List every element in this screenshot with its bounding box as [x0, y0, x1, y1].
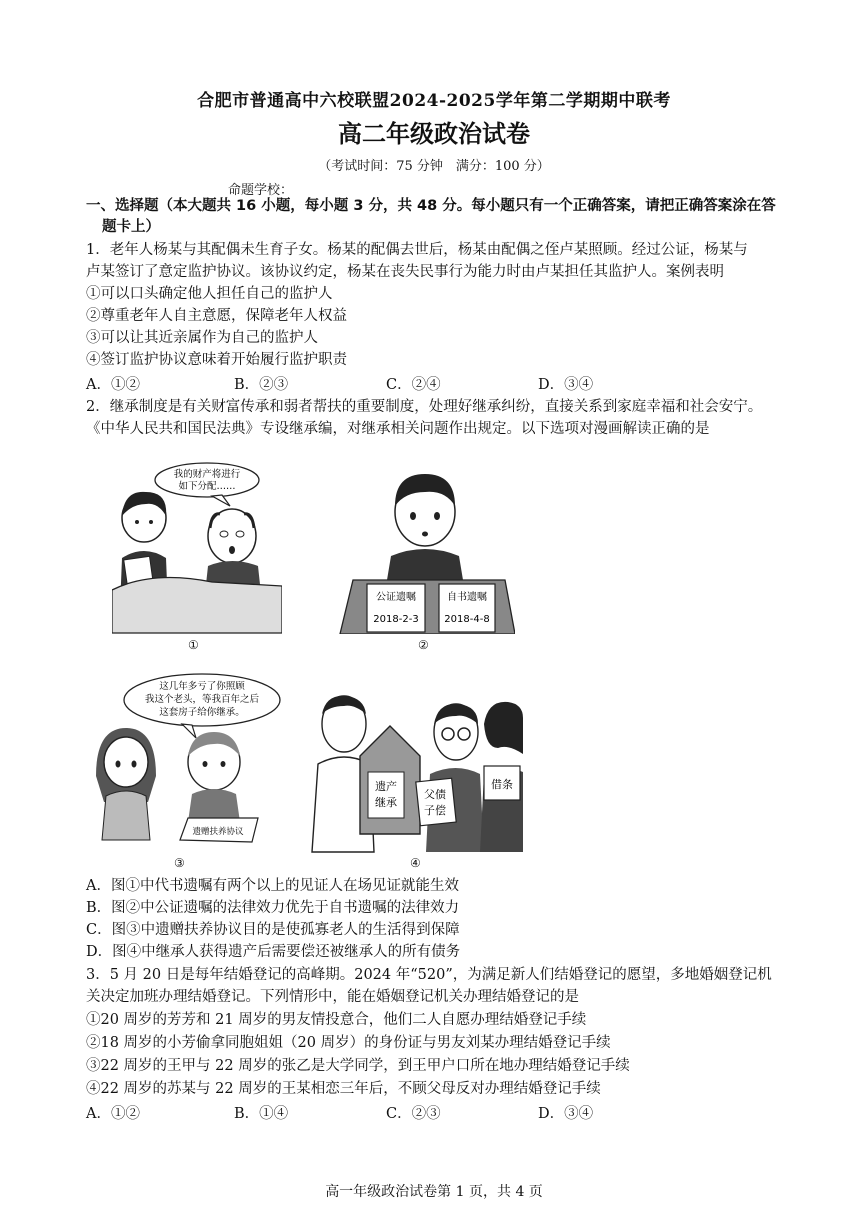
cartoon-2-doc1-title: 公证遗嘱: [376, 592, 416, 603]
q2-option-a[interactable]: A．图①中代书遗嘱有两个以上的见证人在场见证就能生效: [86, 878, 459, 894]
q2-option-c[interactable]: C．图③中遗赠扶养协议目的是使孤寡老人的生活得到保障: [86, 922, 460, 938]
q3-options: [86, 1102, 786, 1123]
cartoon-4-house-l2: 继承: [375, 796, 397, 809]
cartoon-4-caption: ④: [410, 856, 421, 870]
cartoon-3-bubble-l1: 这几年多亏了你照顾: [159, 681, 245, 692]
exam-title: 合肥市普通高中六校联盟2024-2025学年第二学期期中联考: [197, 91, 671, 111]
q3-item: ③22 周岁的王甲与 22 周岁的张乙是大学同学，到王甲户口所在地办理结婚登记手续: [86, 1058, 630, 1074]
q1-stem-line2: 卢某签订了意定监护协议。该协议约定，杨某在丧失民事行为能力时由卢某担任其监护人。案例表明: [86, 264, 724, 280]
q3-option-d[interactable]: D．③④: [538, 1106, 594, 1122]
q1-item: ③可以让其近亲属作为自己的监护人: [86, 330, 318, 346]
q3-stem-line2: 关决定加班办理结婚登记。下列情形中，能在婚姻登记机关办理结婚登记的是: [86, 989, 579, 1005]
q1-item: ①可以口头确定他人担任自己的监护人: [86, 286, 333, 302]
cartoon-2-doc2-title: 自书遗嘱: [447, 592, 487, 603]
q1-item: ④签订监护协议意味着开始履行监护职责: [86, 352, 347, 368]
q1-option-d[interactable]: D．③④: [538, 377, 594, 393]
q1-option-b[interactable]: B．②③: [234, 377, 289, 393]
cartoon-1-bubble-l1: 我的财产将进行: [173, 469, 241, 480]
cartoon-4-paper-l2: 子偿: [424, 804, 446, 817]
q3-stem-line1: 3．5 月 20 日是每年结婚登记的高峰期。2024 年“520”，为满足新人们结婚登记的愿望，多地婚姻登记机: [86, 967, 772, 983]
q2-stem-line1: 2．继承制度是有关财富传承和弱者帮扶的重要制度，处理好继承纠纷，直接关系到家庭幸福和社会安宁。: [86, 399, 763, 415]
cartoon-2-caption: ②: [418, 638, 429, 652]
q1-option-c[interactable]: C．②④: [386, 377, 441, 393]
cartoon-4-debt-inheritance: [308, 684, 523, 854]
q1-options: [86, 373, 786, 394]
cartoon-4-house-l1: 遗产: [375, 780, 397, 793]
cartoon-4-paper-l1: 父债: [424, 788, 446, 801]
cartoon-2-two-wills: [335, 462, 515, 634]
page-footer: 高一年级政治试卷第 1 页，共 4 页: [325, 1184, 543, 1200]
q2-option-b[interactable]: B．图②中公证遗嘱的法律效力优先于自书遗嘱的法律效力: [86, 900, 460, 916]
q3-option-c[interactable]: C．②③: [386, 1106, 441, 1122]
cartoon-1-will-dictation: [112, 458, 282, 638]
cartoon-2-doc2-date: 2018-4-8: [444, 614, 490, 625]
cartoon-3-bubble-l3: 这套房子给你继承。: [159, 707, 245, 718]
cartoon-3-bequest-support: [92, 672, 282, 852]
q3-item: ①20 周岁的芳芳和 21 周岁的男友情投意合，他们二人自愿办理结婚登记手续: [86, 1012, 587, 1028]
q2-option-d[interactable]: D．图④中继承人获得遗产后需要偿还被继承人的所有债务: [86, 944, 461, 960]
cartoon-3-caption: ③: [174, 856, 185, 870]
cartoon-4-note: 借条: [491, 778, 513, 791]
q2-stem-line2: 《中华人民共和国民法典》专设继承编，对继承相关问题作出规定。以下选项对漫画解读正确的是: [86, 421, 710, 437]
cartoon-1-caption: ①: [188, 638, 199, 652]
cartoon-1-bubble-l2: 如下分配……: [178, 481, 236, 492]
q3-item: ②18 周岁的小芳偷拿同胞姐姐（20 周岁）的身份证与男友刘某办理结婚登记手续: [86, 1035, 611, 1051]
q1-stem-line1: 1．老年人杨某与其配偶未生育子女。杨某的配偶去世后，杨某由配偶之侄卢某照顾。经过公证，杨某与: [86, 242, 748, 258]
section-heading: 一、选择题（本大题共 16 小题，每小题 3 分，共 48 分。每小题只有一个正确答案，请把正确答案涂在答: [86, 198, 776, 214]
q3-item: ④22 周岁的苏某与 22 周岁的王某相恋三年后，不顾父母反对办理结婚登记手续: [86, 1081, 601, 1097]
exam-subtitle: 高二年级政治试卷: [338, 119, 530, 148]
q3-option-b[interactable]: B．①④: [234, 1106, 289, 1122]
school-label: 命题学校：: [228, 183, 294, 198]
cartoon-3-paper: 遗赠扶养协议: [192, 827, 244, 837]
q3-option-a[interactable]: A．①②: [86, 1106, 140, 1122]
cartoon-3-bubble-l2: 我这个老头，等我百年之后: [144, 694, 260, 705]
cartoon-2-doc1-date: 2018-2-3: [373, 614, 419, 625]
q1-option-a[interactable]: A．①②: [86, 377, 140, 393]
section-heading-cont: 题卡上）: [102, 219, 160, 235]
exam-info: （考试时间：75 分钟 满分：100 分）: [318, 159, 550, 174]
q1-item: ②尊重老年人自主意愿，保障老年人权益: [86, 308, 347, 324]
